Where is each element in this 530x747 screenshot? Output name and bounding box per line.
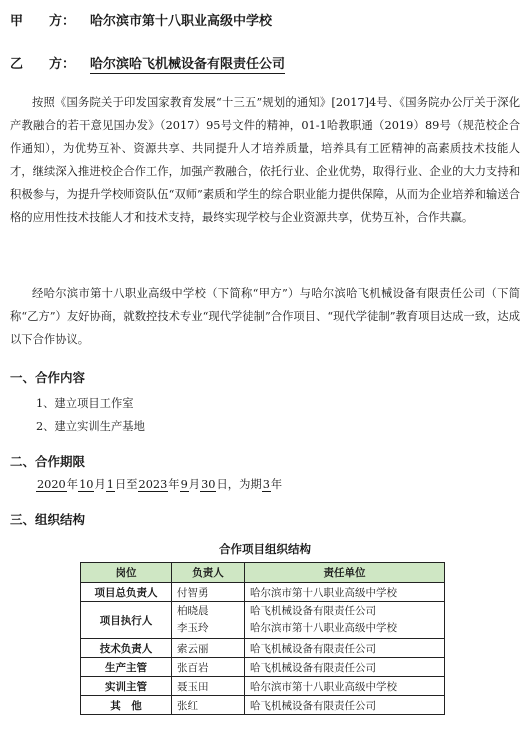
person-cell bbox=[172, 602, 245, 639]
section-cooperation-content: 一、合作内容 bbox=[10, 370, 86, 385]
table-row bbox=[81, 696, 445, 715]
unit-name: 哈飞机械设备有限责任公司 bbox=[250, 605, 376, 617]
table-header-row bbox=[81, 563, 445, 583]
role-cell: 其 他 bbox=[81, 696, 172, 715]
end-year: 2023 bbox=[138, 478, 168, 491]
unit-cell: 哈飞机械设备有限责任公司 bbox=[245, 696, 445, 715]
table-row bbox=[81, 658, 445, 677]
intro-paragraph: 按照《国务院关于印发国家教育发展“十三五”规划的通知》[2017]4号、《国务院办公厅关于深化产教融合的若干意见国办发》（2017）95号文件的精神，01-1哈教职通（2019）89号（规范校企合作通知），为优势互补、资源共享、共同提升人才培养质量，培养具有工匠精神的高素质技术技能人才，继续深入推进校企合作工作，加强产教融合，依托行业、企业优势，取得行业、企业的大力支持和积极参与，为提升学校师资队伍“双师”素质和学生的综合职业能力提供保障，从而为企业培养和输送合格的应用性技术技能人才和技术支持，最终实现学校与企业资源共享，优势互补，合作共赢。 bbox=[10, 96, 520, 224]
cooperation-period: 2020年10月1日至2023年9月30日，为期3年 bbox=[37, 478, 283, 491]
unit-cell: 哈尔滨市第十八职业高级中学校 bbox=[245, 677, 445, 696]
unit-cell: 哈飞机械设备有限责任公司 bbox=[245, 639, 445, 658]
duration-years: 3 bbox=[262, 478, 270, 491]
party-b-name: 哈尔滨哈飞机械设备有限责任公司 bbox=[90, 53, 285, 74]
table-row bbox=[81, 677, 445, 696]
header-unit: 责任单位 bbox=[245, 563, 445, 583]
unit-cell: 哈飞机械设备有限责任公司 bbox=[245, 658, 445, 677]
role-cell: 生产主管 bbox=[81, 658, 172, 677]
header-role: 岗位 bbox=[81, 563, 172, 583]
party-a-name: 哈尔滨市第十八职业高级中学校 bbox=[90, 14, 273, 29]
unit-cell bbox=[245, 602, 445, 639]
person-cell: 付智勇 bbox=[172, 583, 245, 602]
role-cell: 技术负责人 bbox=[81, 639, 172, 658]
role-cell: 项目总负责人 bbox=[81, 583, 172, 602]
person-name: 柏晓晨 bbox=[177, 605, 209, 617]
organization-table bbox=[80, 562, 445, 715]
end-day: 30 bbox=[201, 478, 216, 491]
role-cell: 项目执行人 bbox=[81, 602, 172, 639]
person-cell: 聂玉田 bbox=[172, 677, 245, 696]
person-name: 李玉玲 bbox=[177, 622, 209, 634]
start-day: 1 bbox=[106, 478, 114, 491]
section-organization: 三、组织结构 bbox=[10, 512, 86, 527]
start-year: 2020 bbox=[37, 478, 66, 491]
unit-cell: 哈尔滨市第十八职业高级中学校 bbox=[245, 583, 445, 602]
party-a-line bbox=[10, 10, 272, 30]
unit-name: 哈尔滨市第十八职业高级中学校 bbox=[250, 622, 397, 634]
person-cell: 张红 bbox=[172, 696, 245, 715]
table-row bbox=[81, 639, 445, 658]
end-month: 9 bbox=[180, 478, 188, 491]
table-title: 合作项目组织结构 bbox=[219, 542, 311, 556]
person-cell: 张百岩 bbox=[172, 658, 245, 677]
party-a-label: 甲 方： bbox=[10, 14, 76, 29]
party-b-label: 乙 方： bbox=[10, 57, 76, 72]
role-cell: 实训主管 bbox=[81, 677, 172, 696]
table-row bbox=[81, 583, 445, 602]
table-row bbox=[81, 602, 445, 639]
person-cell: 索云丽 bbox=[172, 639, 245, 658]
content-item-1: 1、建立项目工作室 bbox=[36, 397, 134, 410]
party-b-line bbox=[10, 53, 285, 74]
content-item-2: 2、建立实训生产基地 bbox=[36, 420, 145, 433]
section-cooperation-period: 二、合作期限 bbox=[10, 454, 86, 469]
start-month: 10 bbox=[79, 478, 94, 491]
agreement-paragraph: 经哈尔滨市第十八职业高级中学校（下简称“甲方”）与哈尔滨哈飞机械设备有限责任公司（下简称“乙方”）友好协商，就数控技术专业“现代学徒制”合作项目、“现代学徒制”教育项目达成一致，达成以下合作协议。 bbox=[10, 287, 520, 346]
header-person: 负责人 bbox=[172, 563, 245, 583]
